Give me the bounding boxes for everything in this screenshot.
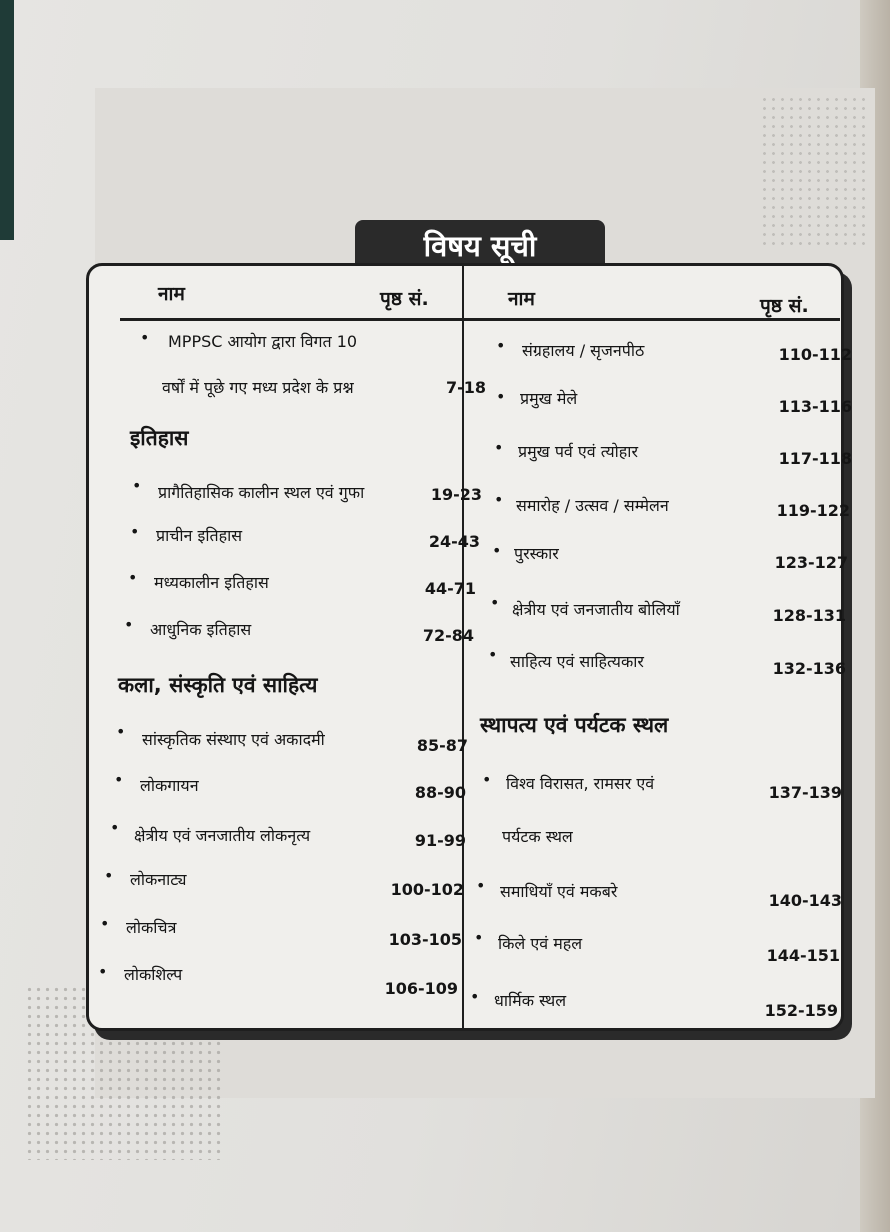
bullet: • (110, 818, 120, 837)
toc-page-number: 110-112 (778, 345, 852, 364)
toc-entry: समाधियाँ एवं मकबरे (500, 882, 618, 901)
toc-page-number: 100-102 (390, 880, 464, 899)
toc-page-number: 144-151 (766, 946, 840, 965)
bullet: • (128, 568, 138, 587)
toc-entry: साहित्य एवं साहित्यकार (510, 652, 644, 671)
bullet: • (496, 387, 506, 406)
toc-entry: लोकशिल्प (124, 965, 183, 984)
toc-page-number: 44-71 (424, 579, 476, 598)
left-page-header: पृष्ठ सं. (380, 288, 429, 310)
toc-entry: किले एवं महल (498, 934, 583, 953)
toc-page-number: 137-139 (768, 783, 842, 802)
section-heading-history: इतिहास (130, 426, 189, 450)
bullet: • (116, 722, 126, 741)
bullet: • (470, 987, 480, 1006)
right-page-header: पृष्ठ सं. (760, 295, 809, 317)
toc-entry: संग्रहालय / सृजनपीठ (522, 341, 645, 360)
bullet: • (140, 328, 150, 347)
bullet: • (98, 962, 108, 981)
bullet: • (476, 876, 486, 895)
toc-entry: क्षेत्रीय एवं जनजातीय लोकनृत्य (134, 826, 311, 845)
toc-page-number: 152-159 (764, 1001, 838, 1020)
toc-entry: प्रमुख मेले (520, 389, 578, 408)
toc-page-number: 123-127 (774, 553, 848, 572)
bullet: • (496, 336, 506, 355)
toc-page-number: 119-122 (776, 501, 850, 520)
toc-entry: प्रमुख पर्व एवं त्योहार (518, 442, 638, 461)
bullet: • (482, 770, 492, 789)
toc-entry: धार्मिक स्थल (494, 991, 567, 1010)
toc-entry: लोकगायन (140, 776, 199, 795)
toc-entry: लोकनाट्य (130, 870, 187, 889)
toc-entry: आधुनिक इतिहास (150, 620, 252, 639)
toc-entry: विश्व विरासत, रामसर एवं (506, 774, 655, 793)
toc-page-number: 88-90 (414, 783, 466, 802)
toc-entry: पुरस्कार (514, 544, 559, 563)
toc-entry: प्राचीन इतिहास (156, 526, 243, 545)
toc-entry: प्रागैतिहासिक कालीन स्थल एवं गुफा (158, 483, 365, 502)
toc-entry: सांस्कृतिक संस्थाए एवं अकादमी (142, 730, 325, 749)
toc-page-number: 128-131 (772, 606, 846, 625)
toc-entry: समारोह / उत्सव / सम्मेलन (516, 496, 669, 515)
header-rule (120, 318, 840, 321)
bullet: • (132, 476, 142, 495)
toc-page-number: 7-18 (445, 378, 486, 397)
book-spine-edge (0, 0, 14, 240)
bullet: • (100, 914, 110, 933)
bullet: • (494, 490, 504, 509)
toc-page-number: 103-105 (388, 930, 462, 949)
toc-page-number: 113-116 (778, 397, 852, 416)
toc-page-number: 140-143 (768, 891, 842, 910)
toc-entry: क्षेत्रीय एवं जनजातीय बोलियाँ (512, 600, 680, 619)
toc-page-number: 19-23 (430, 485, 482, 504)
toc-entry: मध्यकालीन इतिहास (154, 573, 269, 592)
bullet: • (124, 615, 134, 634)
bullet: • (474, 928, 484, 947)
toc-page-number: 91-99 (414, 831, 466, 850)
toc-page-number: 24-43 (428, 532, 480, 551)
toc-page-number: 117-118 (778, 449, 852, 468)
section-heading-culture: कला, संस्कृति एवं साहित्य (118, 673, 318, 697)
toc-page-number: 72-84 (422, 626, 474, 645)
bullet: • (492, 541, 502, 560)
bullet: • (114, 770, 124, 789)
toc-page-number: 132-136 (772, 659, 846, 678)
toc-entry: लोकचित्र (126, 918, 177, 937)
toc-entry-continuation: पर्यटक स्थल (502, 827, 573, 846)
toc-entry-intro-line1: MPPSC आयोग द्वारा विगत 10 (168, 332, 358, 351)
toc-page-number: 106-109 (384, 979, 458, 998)
bullet: • (488, 645, 498, 664)
bullet: • (494, 438, 504, 457)
toc-page-number: 85-87 (416, 736, 468, 755)
right-name-header: नाम (508, 288, 535, 310)
decorative-dot-pattern-top (760, 95, 870, 245)
toc-title: विषय सूची (355, 220, 605, 272)
toc-entry-intro-line2: वर्षों में पूछे गए मध्य प्रदेश के प्रश्न (162, 378, 354, 397)
left-name-header: नाम (158, 283, 185, 305)
bullet: • (104, 866, 114, 885)
bullet: • (490, 593, 500, 612)
section-heading-architecture: स्थापत्य एवं पर्यटक स्थल (480, 713, 669, 737)
bullet: • (130, 522, 140, 541)
